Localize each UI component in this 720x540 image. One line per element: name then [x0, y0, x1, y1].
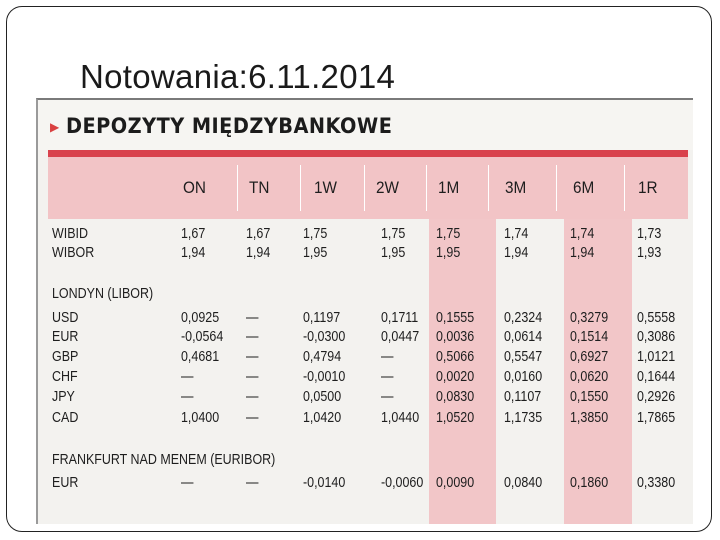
table-cell: —: [181, 369, 194, 385]
table-cell: —: [181, 475, 194, 491]
table-cell: 0,3279: [570, 310, 609, 326]
table-cell: 0,1514: [570, 329, 609, 345]
row-label: EUR: [52, 475, 79, 491]
table-cell: -0,0300: [303, 329, 346, 345]
table-cell: 1,1735: [504, 410, 543, 426]
table-cell: 1,3850: [570, 410, 609, 426]
table-cell: 0,1107: [504, 389, 542, 405]
table-cell: 1,73: [637, 226, 662, 242]
table-cell: 0,0020: [436, 369, 475, 385]
section-label: LONDYN (LIBOR): [52, 286, 154, 302]
column-header-3m: 3M: [505, 178, 527, 197]
table-cell: 0,5066: [436, 349, 475, 365]
section-label: FRANKFURT NAD MENEM (EURIBOR): [52, 452, 276, 468]
clipping-title: DEPOZYTY MIĘDZYBANKOWE: [66, 114, 393, 138]
row-label: CAD: [52, 410, 79, 426]
table-cell: —: [246, 329, 259, 345]
table-cell: 1,93: [637, 245, 662, 261]
table-cell: 0,0840: [504, 475, 543, 491]
table-cell: 0,4794: [303, 349, 342, 365]
column-header-tn: TN: [249, 178, 270, 197]
table-cell: 1,0121: [637, 349, 676, 365]
table-cell: 1,74: [570, 226, 595, 242]
table-cell: 1,0440: [381, 410, 420, 426]
table-cell: 0,0830: [436, 389, 475, 405]
column-header-1r: 1R: [638, 178, 658, 197]
table-cell: 1,0520: [436, 410, 475, 426]
row-label: WIBID: [52, 226, 89, 242]
table-cell: —: [381, 349, 394, 365]
table-cell: —: [246, 369, 259, 385]
table-cell: 0,0500: [303, 389, 342, 405]
column-header-1w: 1W: [314, 178, 337, 197]
row-label: CHF: [52, 369, 78, 385]
table-cell: 0,1555: [436, 310, 475, 326]
table-cell: 0,0614: [504, 329, 543, 345]
column-header-2w: 2W: [376, 178, 399, 197]
table-cell: 0,5558: [637, 310, 676, 326]
table-cell: 1,7865: [637, 410, 676, 426]
table-cell: 0,3380: [637, 475, 676, 491]
table-cell: 1,75: [381, 226, 406, 242]
row-label: GBP: [52, 349, 79, 365]
table-cell: —: [381, 369, 394, 385]
table-cell: 1,95: [381, 245, 406, 261]
table-cell: —: [246, 349, 259, 365]
table-cell: 0,0090: [436, 475, 475, 491]
table-cell: —: [246, 310, 259, 326]
table-cell: 0,0160: [504, 369, 543, 385]
row-label: WIBOR: [52, 245, 95, 261]
column-header-on: ON: [183, 178, 206, 197]
table-cell: 1,75: [436, 226, 461, 242]
row-label: USD: [52, 310, 79, 326]
clipping-header: [38, 100, 693, 150]
table-cell: -0,0140: [303, 475, 346, 491]
table-cell: 1,94: [246, 245, 271, 261]
table-cell: —: [246, 389, 259, 405]
table-cell: 0,2926: [637, 389, 676, 405]
table-cell: 0,0036: [436, 329, 475, 345]
table-cell: 0,6927: [570, 349, 609, 365]
table-cell: 0,5547: [504, 349, 543, 365]
table-cell: 1,67: [246, 226, 271, 242]
table-cell: 1,75: [303, 226, 328, 242]
table-cell: 0,0620: [570, 369, 609, 385]
table-cell: —: [246, 475, 259, 491]
table-cell: 1,94: [504, 245, 529, 261]
table-cell: -0,0564: [181, 329, 224, 345]
table-cell: 1,95: [436, 245, 461, 261]
row-label: JPY: [52, 389, 75, 405]
newspaper-clipping: [36, 98, 693, 524]
table-cell: 0,1860: [570, 475, 609, 491]
table-cell: 1,74: [504, 226, 529, 242]
row-label: EUR: [52, 329, 79, 345]
table-cell: 0,1711: [381, 310, 419, 326]
table-cell: —: [246, 410, 259, 426]
slide-title: Notowania:6.11.2014: [80, 58, 396, 95]
table-cell: 1,94: [570, 245, 595, 261]
table-cell: 1,95: [303, 245, 328, 261]
table-cell: 1,67: [181, 226, 206, 242]
column-header-6m: 6M: [573, 178, 595, 197]
table-cell: 0,4681: [181, 349, 220, 365]
table-cell: 0,2324: [504, 310, 543, 326]
table-cell: 1,94: [181, 245, 206, 261]
table-cell: 0,1550: [570, 389, 609, 405]
accent-bar: [48, 150, 688, 157]
table-cell: —: [381, 389, 394, 405]
table-cell: 0,0925: [181, 310, 220, 326]
table-cell: 0,1197: [303, 310, 341, 326]
arrow-icon: ▶: [50, 120, 60, 134]
table-cell: 1,0420: [303, 410, 342, 426]
table-cell: 0,3086: [637, 329, 676, 345]
table-cell: —: [181, 389, 194, 405]
table-cell: 0,1644: [637, 369, 676, 385]
column-header-1m: 1M: [438, 178, 460, 197]
table-cell: 0,0447: [381, 329, 420, 345]
table-cell: -0,0060: [381, 475, 424, 491]
table-cell: 1,0400: [181, 410, 220, 426]
table-cell: -0,0010: [303, 369, 346, 385]
